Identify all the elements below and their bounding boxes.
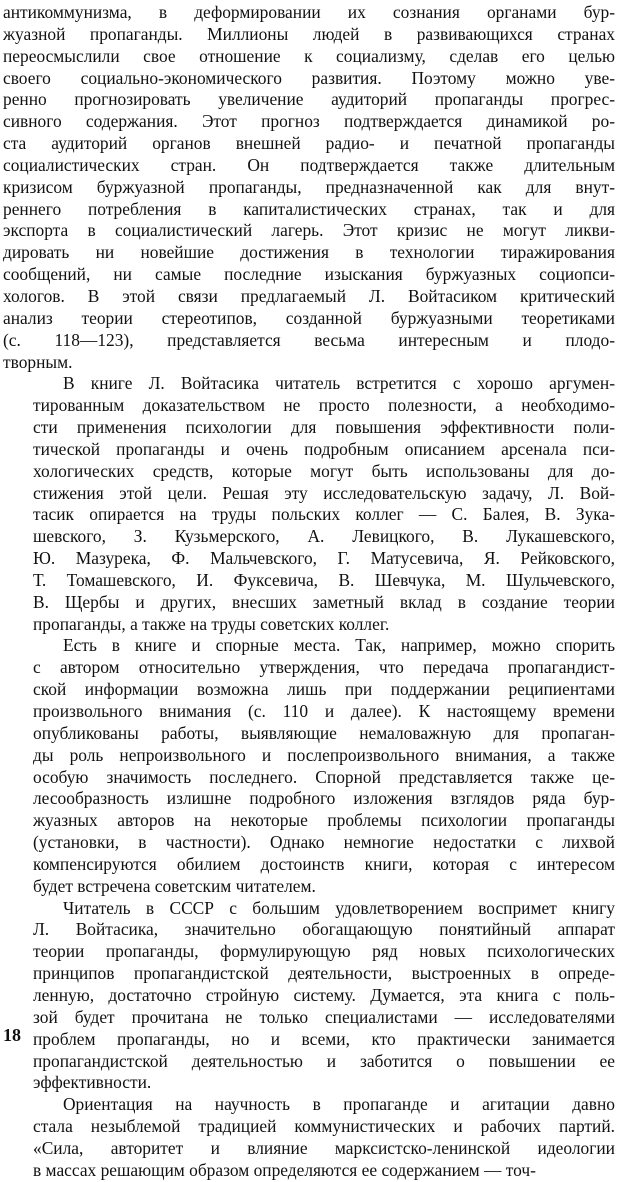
text-line: хологов. В этой связи предлагаемый Л. Войтасиком критический xyxy=(3,285,615,306)
text-line: ды роль непроизвольного и послепроизвольного внимания, а также xyxy=(33,744,615,765)
text-body xyxy=(3,2,615,1182)
text-line: жуазной пропаганды. Миллионы людей в развивающихся странах xyxy=(3,23,615,44)
text-line: дировать ни новейшие достижения в технологии тиражирования xyxy=(3,242,615,263)
text-line: принципов пропагандистской деятельности, выстроенных в опреде- xyxy=(33,963,615,984)
text-line: стижения этой цели. Решая эту исследовательскую задачу, Л. Вой- xyxy=(33,482,615,503)
text-line: «Сила, авторитет и влияние марксистско-ленинской идеологии xyxy=(33,1137,615,1158)
text-line: произвольного внимания (с. 110 и далее). К настоящему времени xyxy=(33,701,615,721)
text-line: Ю. Мазурека, Ф. Мальчевского, Г. Матусевича, Я. Рейковского, xyxy=(33,548,615,569)
paragraph xyxy=(3,1094,615,1181)
text-line: пропаганды, а также на труды советских коллег. xyxy=(33,613,390,634)
text-line: В книге Л. Войтасика читатель встретится с хорошо аргумен- xyxy=(63,373,615,394)
text-line: ленную, достаточно стройную систему. Думается, эта книга с поль- xyxy=(33,984,615,1005)
document-page xyxy=(3,2,615,1180)
text-line: зой будет прочитана не только специалистами — исследователями xyxy=(33,1006,615,1027)
text-line: сообщений, ни самые последние изыскания буржуазных социопси- xyxy=(3,264,615,285)
text-line: пропагандистской деятельностью и заботится о повышении ее xyxy=(33,1050,615,1071)
text-line: шевского, З. Кузьмерского, А. Левицкого, В. Лукашевского, xyxy=(33,526,615,547)
text-line: опубликованы работы, выявляющие немаловажную для пропаган- xyxy=(33,722,615,743)
text-line: стала незыблемой традицией коммунистических и рабочих партий. xyxy=(33,1116,615,1137)
text-line: эффективности. xyxy=(33,1072,152,1093)
text-line: тированным доказательством не просто полезности, а необходимо- xyxy=(33,395,615,416)
text-line: в массах решающим образом определяются ее содержанием — точ- xyxy=(33,1159,536,1180)
text-line: ской информации возможна лишь при поддержании реципиентами xyxy=(33,679,615,700)
text-line: жуазных авторов на некоторые проблемы психологии пропаганды xyxy=(33,810,615,831)
text-line: теории пропаганды, формулирующую ряд новых психологических xyxy=(33,941,615,962)
text-line: своего социально-экономического развития. Поэтому можно уве- xyxy=(3,67,615,88)
text-line: Читатель в СССР с большим удовлетворением воспримет книгу xyxy=(63,897,615,918)
text-line: сивного содержания. Этот прогноз подтверждается динамикой ро- xyxy=(3,111,615,132)
paragraph xyxy=(3,373,615,635)
text-line: хологических средств, которые могут быть использованы для до- xyxy=(33,460,615,481)
paragraph xyxy=(3,2,615,373)
text-line: переосмыслили свое отношение к социализму, сделав его целью xyxy=(3,45,615,66)
text-line: с автором относительно утверждения, что передача пропагандист- xyxy=(33,657,615,678)
text-line: будет встречена советским читателем. xyxy=(33,875,316,896)
text-line: ренно прогнозировать увеличение аудиторий пропаганды прогрес- xyxy=(3,89,615,110)
text-line: сти применения психологии для повышения эффективности поли- xyxy=(33,417,615,438)
text-line: анализ теории стереотипов, созданной буржуазными теоретиками xyxy=(3,307,615,328)
text-line: антикоммунизма, в деформировании их сознания органами бур- xyxy=(3,2,615,22)
text-line: особую значимость последнего. Спорной представляется также це- xyxy=(33,766,615,787)
text-line: компенсируются обилием достоинств книги, которая с интересом xyxy=(33,853,615,874)
paragraph xyxy=(3,898,615,1095)
text-line: социалистических стран. Он подтверждается также длительным xyxy=(3,154,615,175)
paragraph xyxy=(3,635,615,897)
text-line: ста аудиторий органов внешней радио- и печатной пропаганды xyxy=(3,133,615,154)
page-number: 18 xyxy=(3,1025,21,1045)
text-line: Ориентация на научность в пропаганде и агитации давно xyxy=(63,1094,615,1115)
text-line: тасик опирается на труды польских коллег — С. Балея, В. Зука- xyxy=(33,504,615,525)
text-line: Т. Томашевского, И. Фуксевича, В. Шевчука, М. Шульчевского, xyxy=(33,569,615,590)
text-line: кризисом буржуазной пропаганды, предназначенной как для внут- xyxy=(3,176,615,197)
text-line: (с. 118—123), представляется весьма интересным и плодо- xyxy=(3,329,615,350)
text-line: проблем пропаганды, но и всеми, кто практически занимается xyxy=(33,1028,615,1049)
text-line: (установки, в частности). Однако немногие недостатки с лихвой xyxy=(33,832,615,853)
text-line: творным. xyxy=(3,351,73,372)
text-line: лесообразность излишне подробного изложения взглядов ряда бур- xyxy=(33,788,615,809)
text-line: реннего потребления в капиталистических странах, так и для xyxy=(3,198,615,219)
text-line: Есть в книге и спорные места. Так, например, можно спорить xyxy=(63,635,615,656)
text-line: В. Щербы и других, внесших заметный вклад в создание теории xyxy=(33,591,615,612)
text-line: Л. Войтасика, значительно обогащающую понятийный аппарат xyxy=(33,919,615,940)
text-line: экспорта в социалистический лагерь. Этот кризис не могут ликви- xyxy=(3,220,615,241)
text-line: тической пропаганды и очень подробным описанием арсенала пси- xyxy=(33,438,615,459)
